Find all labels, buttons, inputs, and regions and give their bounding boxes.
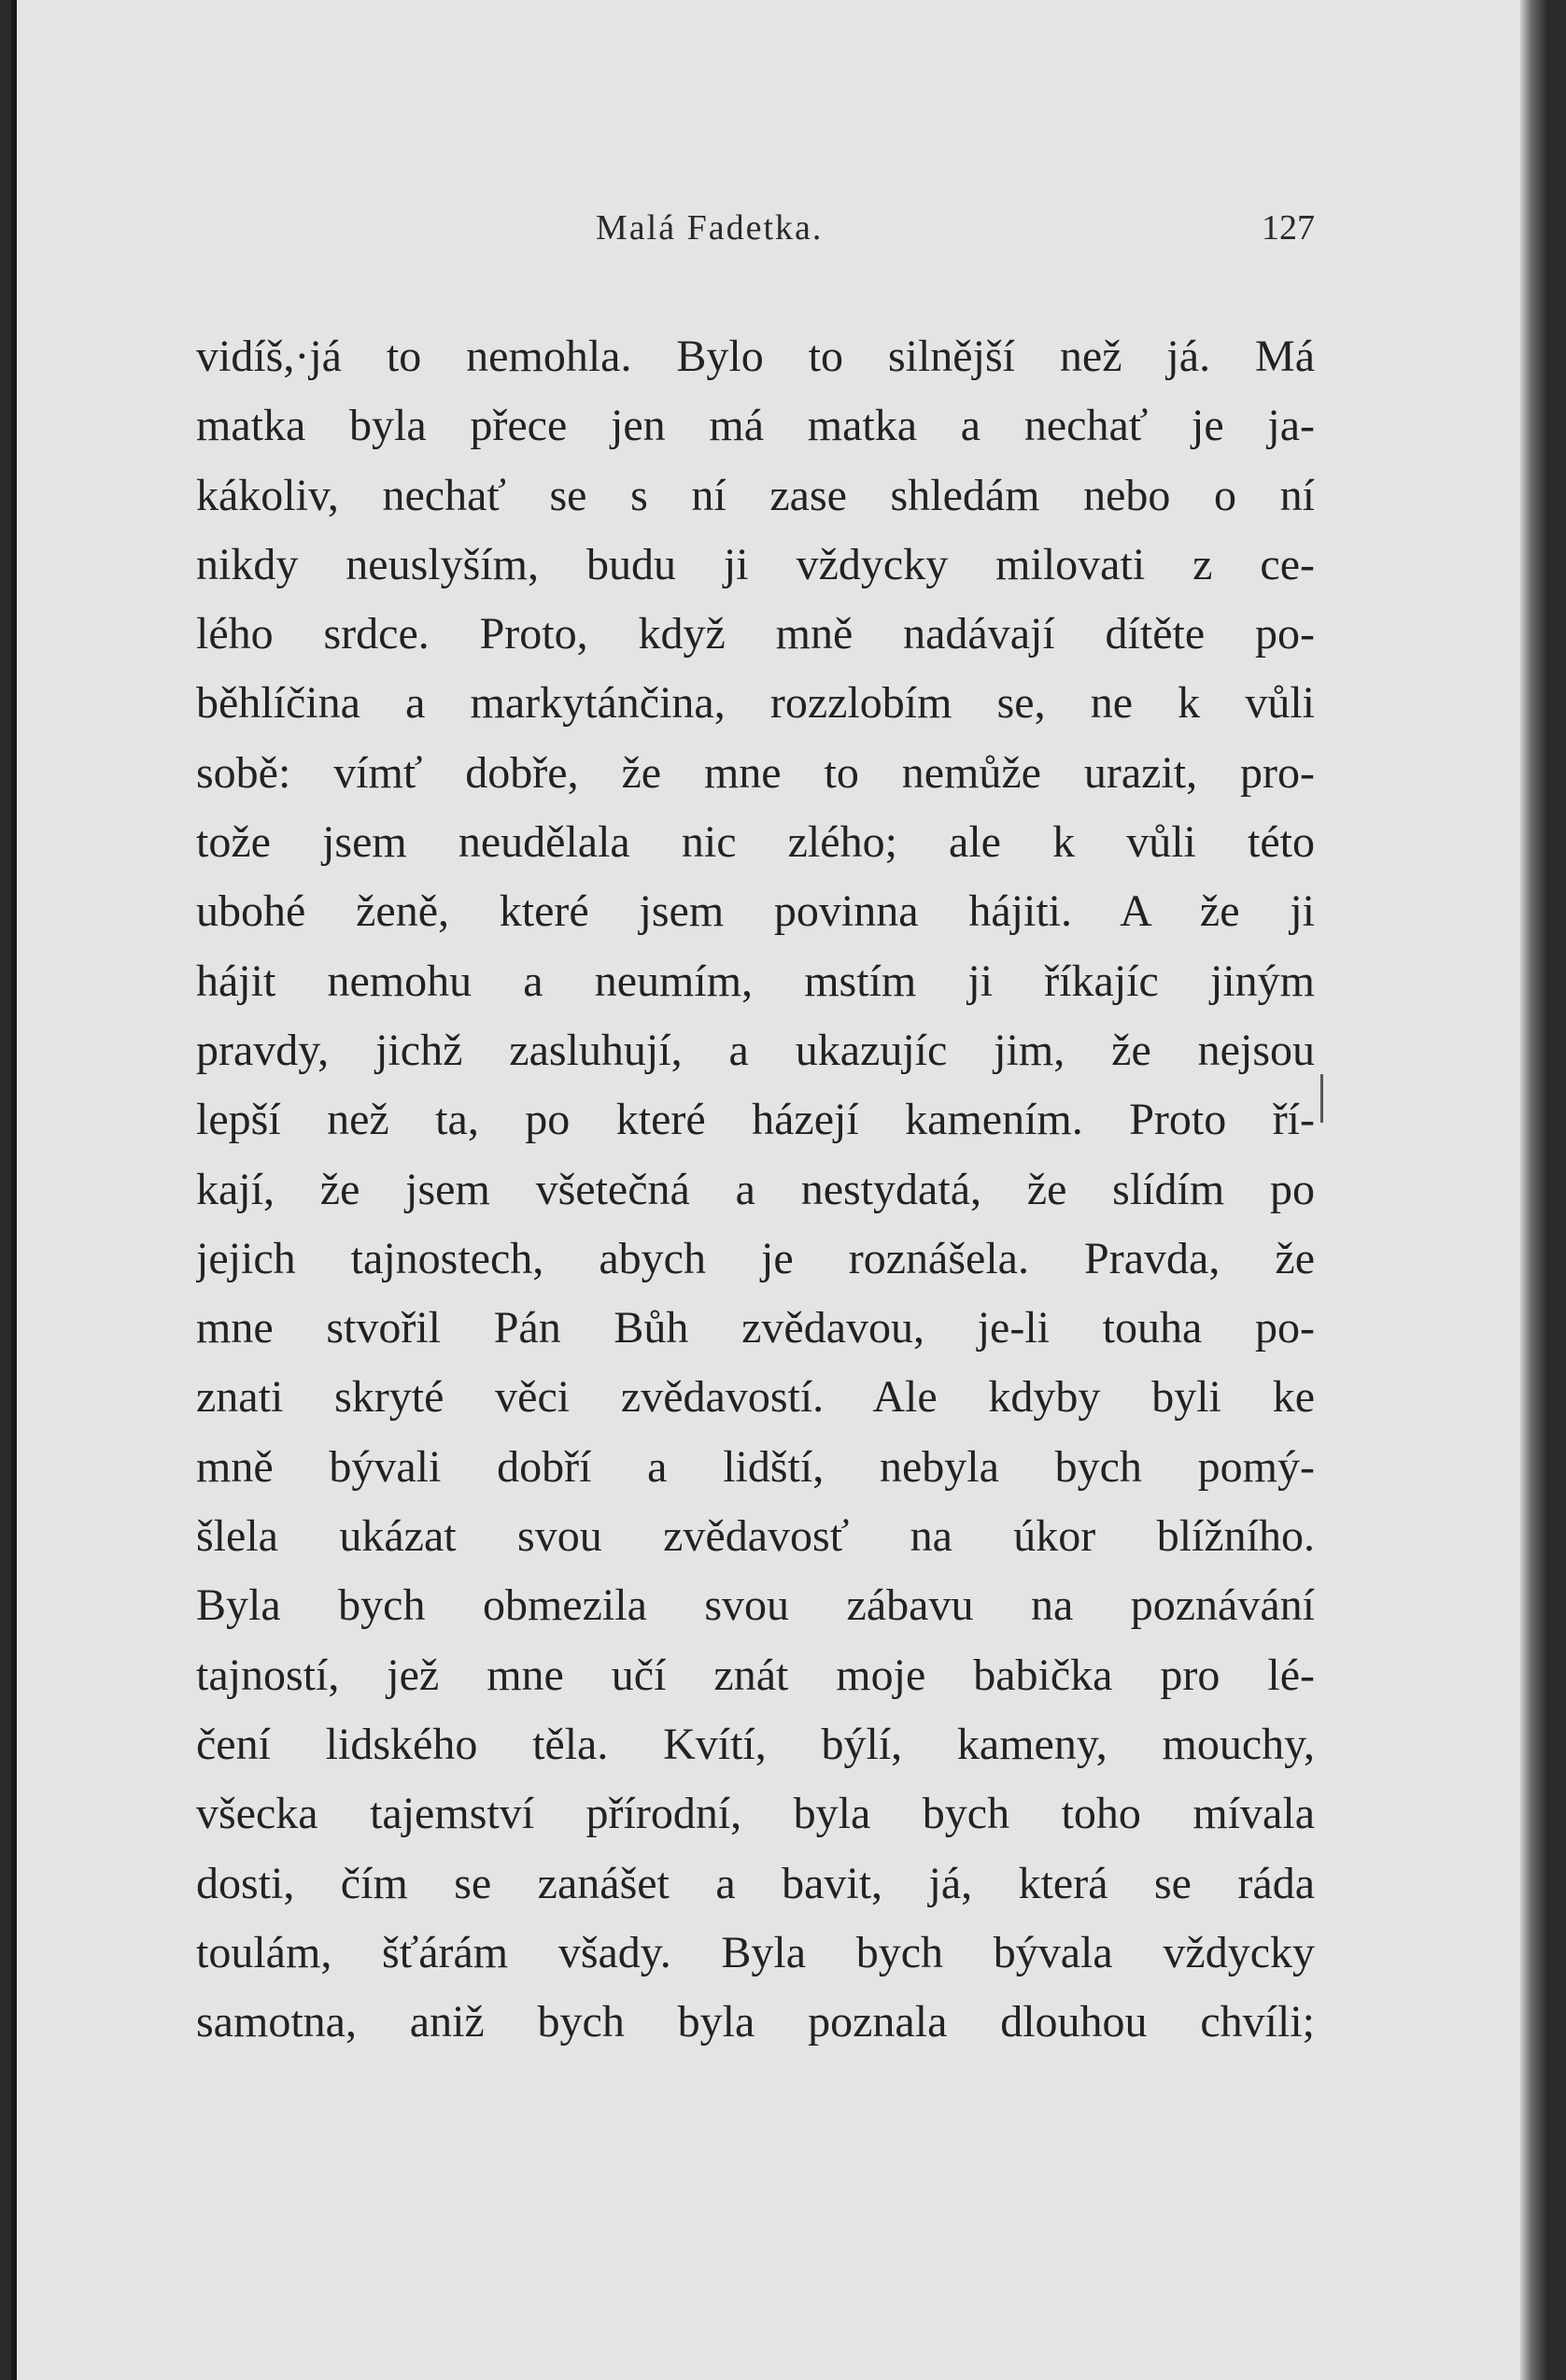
text-line: lepší než ta, po které házejí kamením. Proto ří-	[196, 1095, 1315, 1145]
margin-mark	[1320, 1074, 1323, 1123]
text-line: nikdy neuslyším, budu ji vždycky milovati z ce-	[196, 539, 1315, 589]
text-line: dosti, čím se zanášet a bavit, já, která se ráda	[196, 1858, 1315, 1908]
text-line: čení lidského těla. Kvítí, býlí, kameny, mouchy,	[196, 1719, 1315, 1769]
text-line: toulám, šťárám všady. Byla bych bývala vždycky	[196, 1927, 1315, 1977]
text-line: lého srdce. Proto, když mně nadávají dítěte po-	[196, 609, 1315, 659]
text-line: sobě: vímť dobře, že mne to nemůže urazit, pro-	[196, 747, 1315, 798]
book-page	[11, 0, 1548, 2380]
page-edge-shadow	[1520, 0, 1548, 2380]
running-title: Malá Fadetka.	[596, 208, 824, 248]
text-line: tože jsem neudělala nic zlého; ale k vůli této	[196, 817, 1315, 868]
body-text	[196, 322, 1315, 2057]
text-line: šlela ukázat svou zvědavosť na úkor blížního.	[196, 1511, 1315, 1562]
text-line: znati skryté věci zvědavostí. Ale kdyby byli ke	[196, 1372, 1315, 1423]
page-header	[596, 207, 1315, 254]
text-line: jejich tajnostech, abych je roznášela. Pravda, že	[196, 1233, 1315, 1283]
text-line: ubohé ženě, které jsem povinna hájiti. A že ji	[196, 886, 1315, 937]
text-line: mně bývali dobří a lidští, nebyla bych pomý-	[196, 1441, 1315, 1492]
text-line: všecka tajemství přírodní, byla bych toho mívala	[196, 1789, 1315, 1839]
text-line: tajností, jež mne učí znát moje babička pro lé-	[196, 1650, 1315, 1700]
text-line: pravdy, jichž zasluhují, a ukazujíc jim, že nejsou	[196, 1025, 1315, 1075]
text-line: matka byla přece jen má matka a nechať je ja-	[196, 401, 1315, 451]
text-line: běhlíčina a markytánčina, rozzlobím se, ne k vůli	[196, 678, 1315, 729]
page-number: 127	[1262, 208, 1315, 248]
text-line: kákoliv, nechať se s ní zase shledám nebo o ní	[196, 470, 1315, 520]
text-line: vidíš,·já to nemohla. Bylo to silnější než já. Má	[196, 332, 1315, 381]
text-line: Byla bych obmezila svou zábavu na poznávání	[196, 1580, 1315, 1631]
text-line: samotna, aniž bych byla poznala dlouhou chvíli;	[196, 1997, 1315, 2047]
text-line: kají, že jsem všetečná a nestydatá, že slídím po	[196, 1164, 1315, 1214]
text-line: mne stvořil Pán Bůh zvědavou, je-li touha po-	[196, 1303, 1315, 1353]
text-line: hájit nemohu a neumím, mstím ji říkajíc jiným	[196, 956, 1315, 1006]
